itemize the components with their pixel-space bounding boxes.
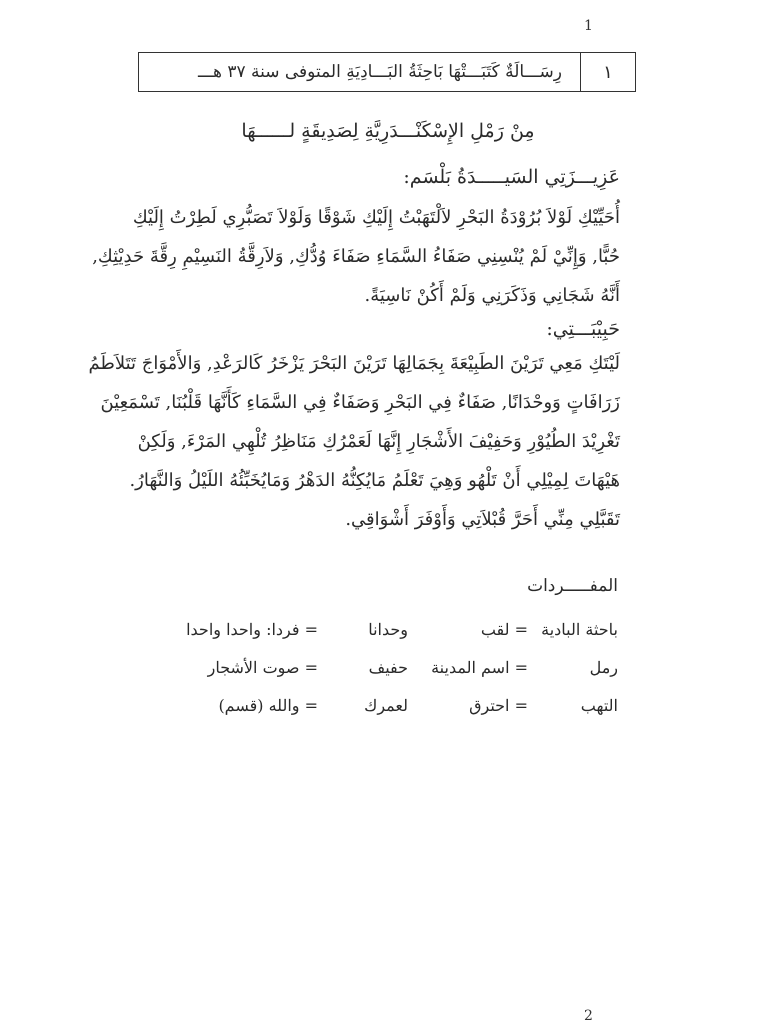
vocabulary-title: المفـــــردات (527, 576, 618, 596)
vocab-term: رمل (589, 657, 618, 677)
vocab-term: باحثة البادية (541, 619, 618, 639)
vocabulary-row (148, 648, 618, 686)
vocab-term: التهب (580, 695, 618, 715)
letter-salutation-2: حَبِيْبَـــتِي: (546, 318, 620, 340)
vocab-meaning: = فردا: واحدا واحدا (186, 619, 318, 639)
paragraph-line: تَقَبَّلِي مِنِّي أَحَرَّ قُبْلاَتِي وَأَوْفَرَ أَشْوَاقِي. (345, 509, 620, 530)
vocabulary-row (148, 610, 618, 648)
paragraph-line: هَيْهَاتَ لِمِيْلِي أَنْ تَلْهُو وَهِيَ تَعْلَمُ مَايُكِنُّهُ الدَهْرُ وَمَايُخَبِّئُهُ اللَيْلُ وَالنَّهَارُ. (129, 470, 620, 491)
paragraph-line: أُحَيِّيْكِ لَوْلاَ بُرُوْدَةُ البَحْرِ لاَلْتَهَبْتُ إِلَيْكِ شَوْقًا وَلَوْلاَ تَصَبُّرِي لَطِرْتُ إِلَيْكِ (132, 207, 620, 228)
letter-salutation: عَزِيـــزَتِي السَيـــــدَةُ بَلْسَم: (403, 166, 620, 188)
vocab-meaning: = اسم المدينة (431, 657, 528, 677)
paragraph-line: لَيْتَكِ مَعِي تَرَيْنَ الطَبِيْعَةَ بِجَمَالِهَا تَرَيْنَ البَحْرَ يَزْخَرُ كَالرَعْدِ, وَالأَمْوَاجَ تَتَلاَطَمُ (88, 353, 620, 374)
vocab-meaning: = صوت الأشجار (207, 657, 318, 677)
paragraph-line: زَرَافَاتٍ وَوحْدَانًا, صَفَاءٌ فِي البَحْرِ وَصَفَاءٌ فِي السَّمَاءِ كَأَنَّهَا قَلْبُنَا, تَسْمَعِيْنَ (100, 392, 620, 413)
lesson-number: ١ (580, 53, 635, 91)
vocabulary-table (148, 610, 618, 724)
vocab-meaning: = لقب (480, 619, 528, 639)
page-number-bottom: 2 (584, 1008, 593, 1024)
vocab-meaning: = والله (قسم) (218, 695, 318, 715)
vocab-meaning: = احترق (469, 695, 528, 715)
vocabulary-row (148, 686, 618, 724)
vocab-term: وحدانا (368, 619, 408, 639)
letter-heading: مِنْ رَمْلِ الإِسْكَنْـــدَرِيَّةِ لِصَدِيقَةٍ لــــــهَا (241, 120, 535, 142)
vocab-term: حفيف (368, 657, 408, 677)
paragraph-line: أَنَّهُ شَجَانِي وَذَكَرَنِي وَلَمْ أَكُنْ نَاسِيَةً. (364, 285, 620, 306)
page-number-top: 1 (584, 18, 593, 34)
vocab-term: لعمرك (364, 695, 408, 715)
title-box (138, 52, 636, 92)
lesson-title: رِسَـــالَةٌ كَتَبَـــتْهَا بَاحِثَةُ البَـــادِيَةِ المتوفى سنة ٣٧ هـــ (198, 62, 562, 82)
letter-paragraph-2 (88, 344, 620, 539)
letter-paragraph-1 (92, 198, 620, 315)
paragraph-line: تَغْرِيْدَ الطُيُوْرِ وَحَفِيْفَ الأَشْجَارِ إِنَّهَا لَعَمْرُكِ مَنَاظِرُ تُلْهِي المَرْءَ, وَلَكِنْ (137, 431, 620, 452)
paragraph-line: حُبًّا, وَإِنِّيْ لَمْ يُنْسِنِي صَفَاءُ السَّمَاءِ صَفَاءَ وُدُّكِ, وَلاَرِقَّةُ النَسِيْمِ رِقَّةَ حَدِيْثِكِ, (92, 246, 620, 267)
